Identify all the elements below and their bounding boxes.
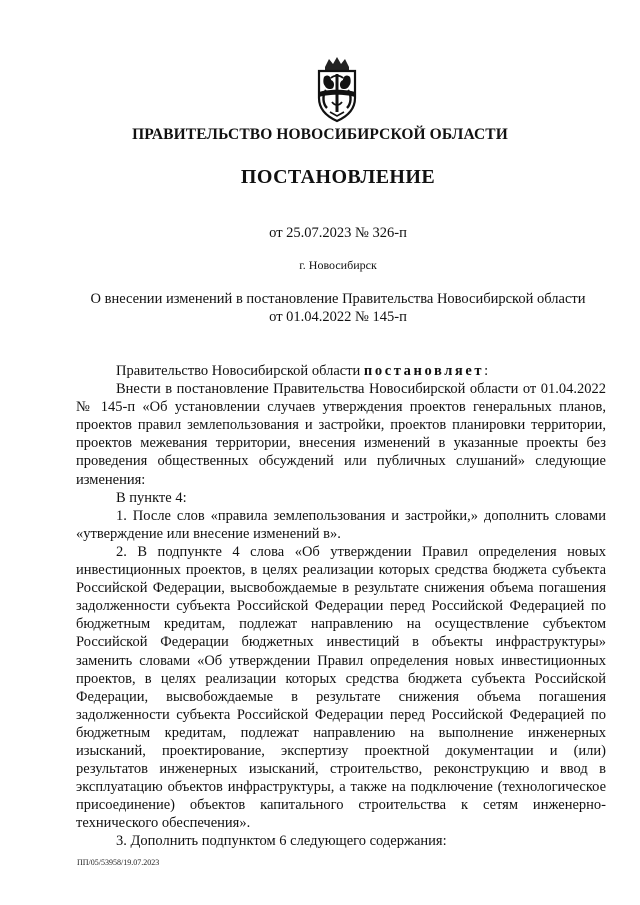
paragraph-item-2: 2. В подпункте 4 слова «Об утверждении Правил определения новых инвестиционных проектов, в целях реализации которых средства бюджета субъекта Российской Федерации, высвобождаемые в результате снижения объема погашения задолженности субъекта Российской Федерации перед Российской Федерацией по бюджетным кредитам, подлежат направлению на осуществление субъектом Российской Федерации бюджетных инвестиций в объекты инфраструктуры» заменить словами «Об утверждении Правил определения новых инвестиционных проектов, в целях реализации которых средства бюджета субъекта Российской Федерации, высвобождаемые в результате снижения объема погашения задолженности субъекта Российской Федерации перед Российской Федерацией по бюджетным кредитам, подлежат направлению на выполнение инженерных изысканий, проектирование, экспертизу проектной документации и (или) результатов инженерных изысканий, строительство, реконструкцию и ввод в эксплуатацию объектов инфраструктуры, а также на подключение (технологическое присоединение) объектов капитального строительства к сетям инженерно-технического обеспечения». bbox=[76, 543, 606, 832]
decree-date-number: от 25.07.2023 № 326-п bbox=[269, 225, 407, 241]
decree-verb: постановляет bbox=[363, 363, 485, 379]
subject-line-2: от 01.04.2022 № 145-п bbox=[269, 309, 407, 325]
coat-of-arms-icon bbox=[308, 56, 366, 124]
decree-subject bbox=[60, 290, 616, 326]
paragraph-point-4: В пункте 4: bbox=[116, 489, 187, 506]
subject-line-1: О внесении изменений в постановление Правительства Новосибирской области bbox=[90, 291, 586, 307]
paragraph-amendment-intro: Внести в постановление Правительства Новосибирской области от 01.04.2022 № 145-п «Об установлении случаев утверждения проектов генеральных планов, проектов правил землепользования и застройки, проектов планировки территории, проектов межевания территории, внесения изменений в указанные проекты без проведения общественных обсуждений или публичных слушаний» следующие изменения: bbox=[76, 381, 606, 488]
document-type-title: ПОСТАНОВЛЕНИЕ bbox=[240, 166, 436, 188]
paragraph-item-3: 3. Дополнить подпунктом 6 следующего содержания: bbox=[116, 833, 447, 850]
paragraph-preamble bbox=[76, 362, 606, 380]
document-code: ПП/05/53958/19.07.2023 bbox=[77, 858, 160, 867]
decree-body bbox=[76, 362, 606, 851]
paragraph-item-1: 1. После слов «правила землепользования и застройки,» дополнить словами «утверждение или внесение изменений в». bbox=[76, 507, 606, 542]
preamble-text: Правительство Новосибирской области bbox=[116, 363, 364, 379]
preamble-colon: : bbox=[484, 363, 489, 379]
city-line: г. Новосибирск bbox=[299, 258, 377, 272]
organization-title: ПРАВИТЕЛЬСТВО НОВОСИБИРСКОЙ ОБЛАСТИ bbox=[132, 126, 508, 143]
